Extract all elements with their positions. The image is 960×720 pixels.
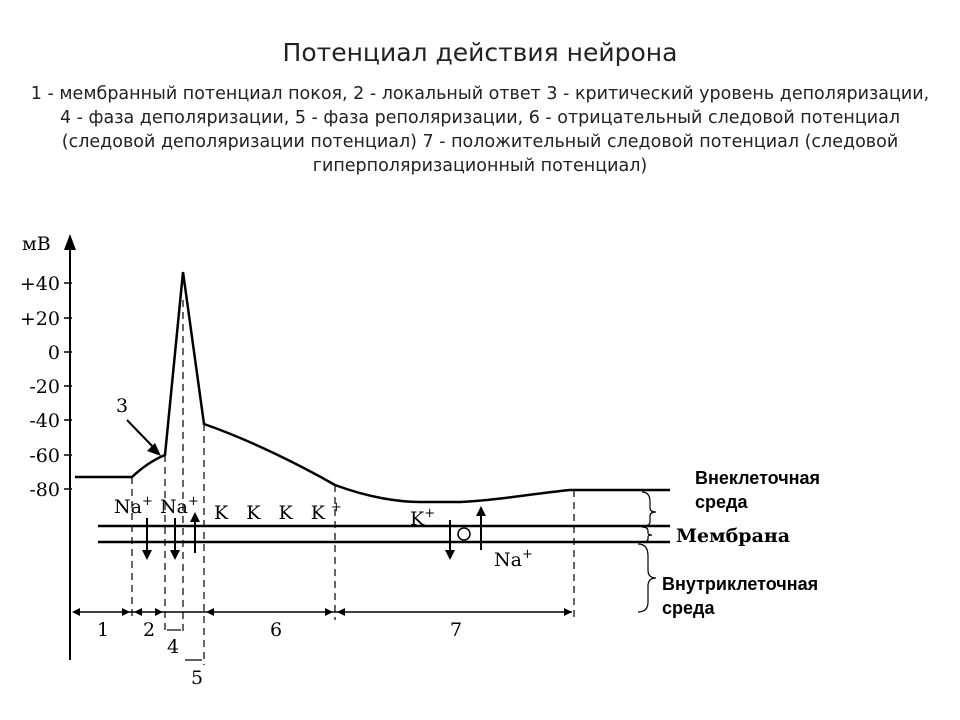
- membrane-brace-icon: [642, 527, 652, 542]
- intracellular-label-line2: среда: [662, 598, 715, 618]
- critical-level-arrow-head-icon: [147, 443, 161, 456]
- phase-label: 7: [449, 619, 463, 641]
- phase-label: 4: [166, 636, 180, 658]
- ion-label-k-group: K K K K+: [214, 500, 348, 524]
- y-axis-unit: мВ: [22, 233, 51, 255]
- y-tick-label: -80: [29, 479, 60, 501]
- extracellular-label-line2: среда: [695, 492, 748, 512]
- y-tick-label: +20: [19, 308, 60, 330]
- intracellular-label-line1: Внутриклеточная: [662, 574, 819, 594]
- y-axis-arrow-icon: [64, 234, 76, 250]
- y-tick-label: -40: [29, 410, 60, 432]
- slide-subtitle: 1 - мембранный потенциал покоя, 2 - локальный ответ 3 - критический уровень деполяризации, 4 - фаза деполяризации, 5 - фаза реполяризации, 6 - отрицательный следовой потенциал (следовой деполяризации потенциал) 7 - положительный следовой потенциал (следовой гиперполяризационный потенциал): [30, 84, 930, 176]
- slide-title: Потенциал действия нейрона: [282, 38, 678, 67]
- phase-label: 6: [269, 619, 283, 641]
- ion-label-na-2: Na+: [160, 494, 199, 518]
- critical-level-label: 3: [116, 395, 129, 417]
- y-tick-label: +40: [19, 273, 60, 295]
- y-tick-label: 0: [47, 342, 60, 364]
- outside-brace-icon: [642, 492, 656, 526]
- membrane-label: Мембрана: [676, 525, 791, 547]
- ion-label-k-mid: K+: [410, 506, 436, 530]
- phase-dividers: [132, 300, 574, 665]
- ion-label-na-mid: Na+: [494, 547, 533, 571]
- ion-label-na-1: Na+: [114, 494, 153, 518]
- critical-level-arrow-icon: [127, 420, 156, 450]
- inside-brace-icon: [638, 544, 656, 612]
- phase-label: 1: [96, 619, 110, 641]
- y-tick-label: -60: [29, 445, 60, 467]
- action-potential-curve: [75, 272, 670, 502]
- phase-label: 5: [190, 667, 204, 689]
- y-tick-label: -20: [29, 376, 60, 398]
- phase-label: 2: [142, 619, 156, 641]
- ion-channel-icon: [458, 528, 470, 540]
- extracellular-label-line1: Внеклеточная: [695, 468, 821, 488]
